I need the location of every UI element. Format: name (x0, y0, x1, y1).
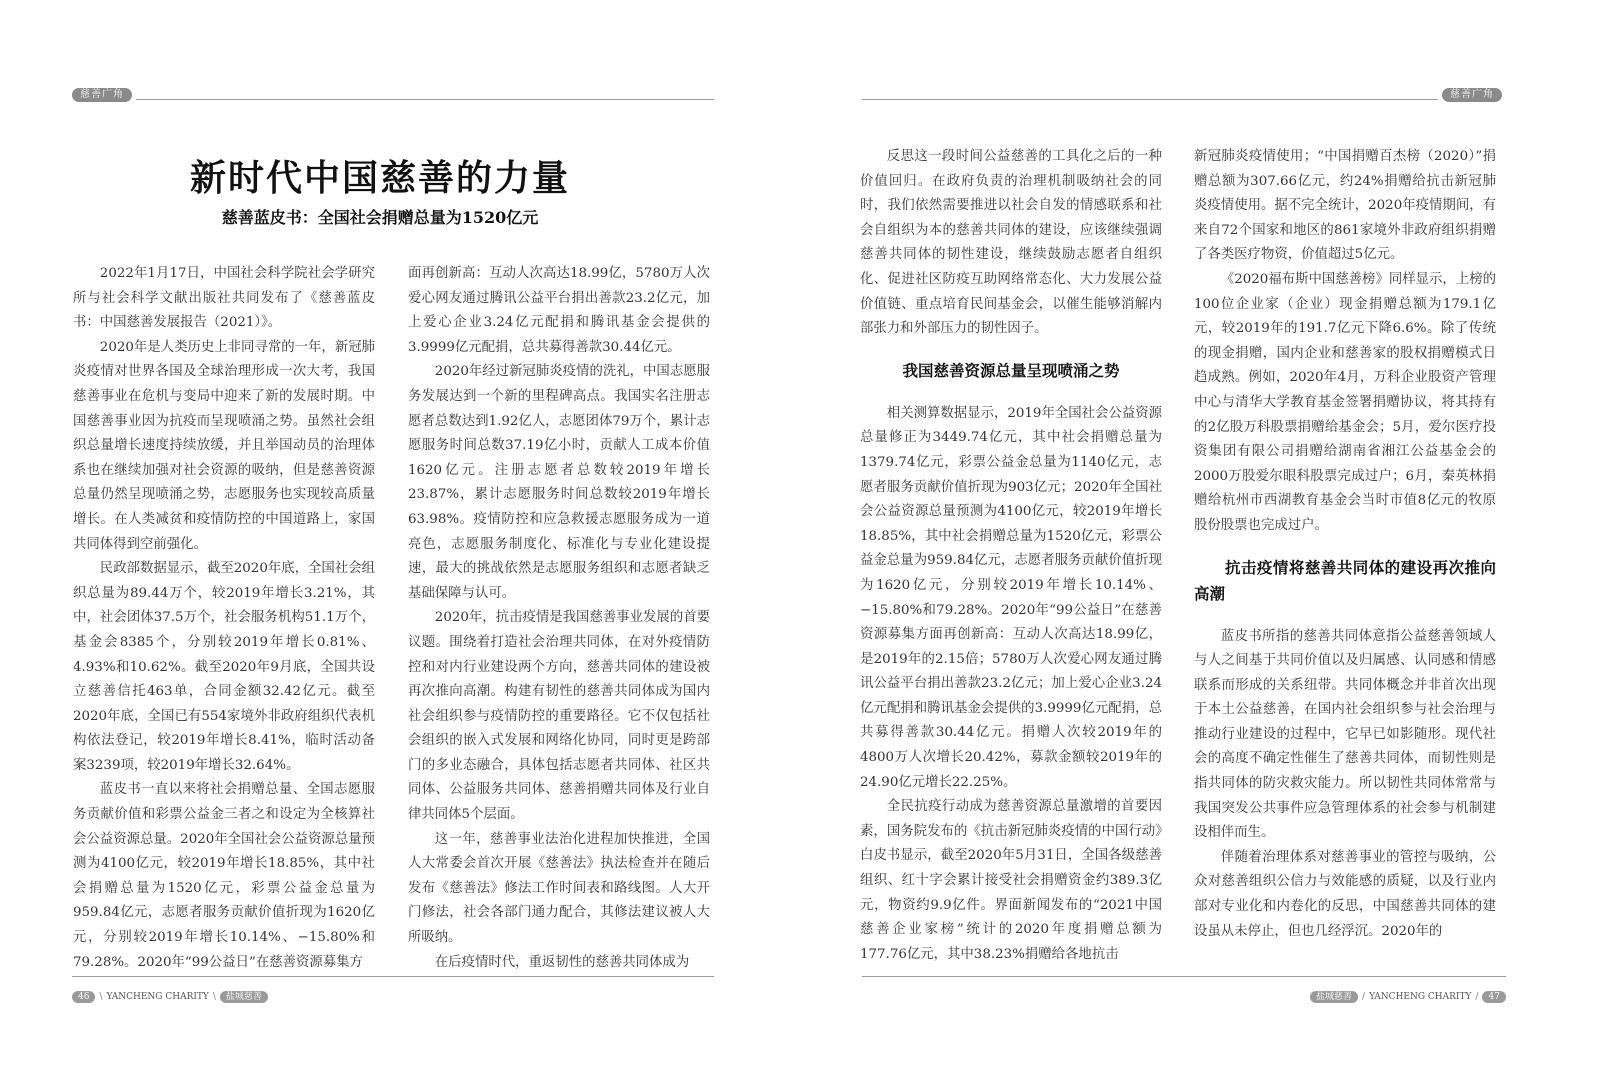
paragraph: 在后疫情时代，重返韧性的慈善共同体成为 (434, 954, 690, 970)
magazine-name-en: YANCHENG CHARITY (106, 992, 209, 1002)
section-heading: 我国慈善资源总量呈现喷涌之势 (902, 361, 1120, 380)
section-tag: 慈善广角 (72, 88, 132, 102)
header-rule (136, 99, 714, 100)
right-column-2 (1194, 145, 1496, 944)
divider: / (1475, 992, 1479, 1002)
footer-right (1310, 991, 1506, 1003)
magazine-name-cn: 盐城慈善 (1310, 991, 1358, 1003)
paragraph: 相关测算数据显示，2019年全国社会公益资源总量修正为3449.74亿元，其中社会捐赠总量为1379.74亿元，彩票公益金总量为1140亿元，志愿者服务贡献价值折现为903亿元；2020年全国社会公益资源总量预测为4100亿元，较2019年增长18.85%，其中社会捐赠总量为1520亿元，彩票公益金总量为959.84亿元，志愿者服务贡献价值折现为1620亿元，分别较2019年增长10.14%、−15.80%和79.28%。2020年“99公益日”在慈善资源募集方面再创新高：互动人次高达18.99亿，是2019年的2.15倍；5780万人次爱心网友通过腾讯公益平台捐出善款23.2亿元；加上爱心企业3.24亿元配捐和腾讯基金会提供的3.9999亿元配捐，总共募得善款30.44亿元。捐赠人次较2019年的4800万人次增长20.42%，募款金额较2019年的24.90亿元增长22.25%。 (860, 405, 1162, 790)
page-number: 46 (72, 991, 95, 1003)
paragraph: 伴随着治理体系对慈善事业的管控与吸纳，公众对慈善组织公信力与效能感的质疑，以及行业内部对专业化和内卷化的反思，中国慈善共同体的建设虽从未停止，但也几经浮沉。2020年的 (1194, 849, 1496, 939)
right-column-1 (860, 145, 1162, 967)
paragraph: 2020年是人类历史上非同寻常的一年，新冠肺炎疫情对世界各国及全球治理形成一次大考，我国慈善事业在危机与变局中迎来了新的发展时期。中国慈善事业因为抗疫而呈现喷涌之势。虽然社会组织总量增长速度持续放缓，并且举国动员的治理体系也在继续加强对社会资源的吸纳，但是慈善资源总量仍然呈现喷涌之势，志愿服务也实现较高质量增长。在人类减贫和疫情防控的中国道路上，家国共同体得到空前强化。 (73, 339, 375, 552)
paragraph: 2020年，抗击疫情是我国慈善事业发展的首要议题。围绕着打造社会治理共同体，在对外疫情防控和对内行业建设两个方向，慈善共同体的建设被再次推向高潮。构建有韧性的慈善共同体成为国内社会组织参与疫情防控的重要路径。它不仅包括社会组织的嵌入式发展和网络化协同，同时更是跨部门的多业态融合，具体包括志愿者共同体、社区共同体、公益服务共同体、慈善捐赠共同体及行业自律共同体5个层面。 (408, 610, 710, 823)
paragraph: 全民抗疫行动成为慈善资源总量激增的首要因素，国务院发布的《抗击新冠肺炎疫情的中国行动》白皮书显示，截至2020年5月31日，全国各级慈善组织、红十字会累计接受社会捐赠资金约389.3亿元，物资约9.9亿件。界面新闻发布的“2021中国慈善企业家榜”统计的2020年度捐赠总额为177.76亿元，其中38.23%捐赠给各地抗击 (860, 799, 1162, 962)
article-title: 新时代中国慈善的力量 (189, 157, 570, 199)
left-page (0, 0, 780, 1090)
footer-left (72, 991, 268, 1003)
magazine-name-cn: 盐城慈善 (220, 991, 268, 1003)
paragraph: 2020年经过新冠肺炎疫情的洗礼，中国志愿服务发展达到一个新的里程碑高点。我国实名注册志愿者总数达到1.92亿人，志愿团体79万个，累计志愿服务时间总数37.19亿小时，贡献人工成本价值1620亿元。注册志愿者总数较2019年增长23.87%，累计志愿服务时间总数较2019年增长63.98%。疫情防控和应急救援志愿服务成为一道亮色，志愿服务制度化、标准化与专业化建设提速，最大的挑战依然是志愿服务组织和志愿者缺乏基础保障与认可。 (408, 364, 710, 601)
paragraph: 民政部数据显示，截至2020年底，全国社会组织总量为89.44万个，较2019年增长3.21%，其中，社会团体37.5万个，社会服务机构51.1万个，基金会8385个，分别较2019年增长0.81%、4.93%和10.62%。截至2020年9月底，全国共设立慈善信托463单，合同金额32.42亿元。截至2020年底，全国已有554家境外非政府组织代表机构依法登记，较2019年增长8.41%，临时活动备案3239项，较2019年增长32.64%。 (73, 561, 375, 773)
paragraph: 蓝皮书所指的慈善共同体意指公益慈善领域人与人之间基于共同价值以及归属感、认同感和情感联系而形成的关系纽带。共同体概念并非首次出现于本土公益慈善，在国内社会组织参与社会治理与推动行业建设的过程中，它早已如影随形。现代社会的高度不确定性催生了慈善共同体，而韧性则是指共同体的防灾救灾能力。所以韧性共同体常常与我国突发公共事件应急管理体系的社会参与机制建设相伴而生。 (1194, 628, 1496, 841)
left-column-1 (73, 262, 375, 975)
article-subtitle: 慈善蓝皮书：全国社会捐赠总量为1520亿元 (221, 208, 539, 227)
divider: \ (212, 992, 216, 1002)
header-rule (862, 99, 1438, 100)
footer-rule (72, 976, 714, 977)
paragraph: 这一年，慈善事业法治化进程加快推进，全国人大常委会首次开展《慈善法》执法检查并在随后发布《慈善法》修法工作时间表和路线图。人大开门修法，社会各部门通力配合，其修法建议被人大所吸纳。 (408, 831, 710, 946)
paragraph: 反思这一段时间公益慈善的工具化之后的一种价值回归。在政府负责的治理机制吸纳社会的同时，我们依然需要推进以社会自发的情感联系和社会自组织为本的慈善共同体的建设，应该继续强调慈善共同体的韧性建设，继续鼓励志愿者自组织化、促进社区防疫互助网络常态化、大力发展公益价值链、重点培育民间基金会，以催生能够消解内部张力和外部压力的韧性因子。 (860, 149, 1162, 337)
divider: / (1362, 992, 1366, 1002)
divider: \ (99, 992, 103, 1002)
section-tag: 慈善广角 (1442, 88, 1502, 102)
page-number: 47 (1482, 991, 1505, 1003)
section-heading: 抗击疫情将慈善共同体的建设再次推向高潮 (1194, 558, 1496, 603)
right-page (820, 0, 1600, 1090)
paragraph: 面再创新高：互动人次高达18.99亿，5780万人次爱心网友通过腾讯公益平台捐出善款23.2亿元，加上爱心企业3.24亿元配捐和腾讯基金会提供的3.9999亿元配捐，总共募得善款30.44亿元。 (408, 266, 710, 355)
paragraph: 蓝皮书一直以来将社会捐赠总量、全国志愿服务贡献价值和彩票公益金三者之和设定为全核算社会公益资源总量。2020年全国社会公益资源总量预测为4100亿元，较2019年增长18.85%，其中社会捐赠总量为1520亿元，彩票公益金总量为959.84亿元，志愿者服务贡献价值折现为1620亿元，分别较2019年增长10.14%、−15.80%和79.28%。2020年“99公益日”在慈善资源募集方 (73, 782, 375, 970)
magazine-name-en: YANCHENG CHARITY (1369, 992, 1472, 1002)
footer-rule (862, 976, 1506, 977)
left-column-2 (408, 262, 710, 975)
paragraph: 2022年1月17日，中国社会科学院社会学研究所与社会科学文献出版社共同发布了《慈善蓝皮书：中国慈善发展报告（2021）》。 (73, 266, 375, 331)
paragraph: 《2020福布斯中国慈善榜》同样显示，上榜的100位企业家（企业）现金捐赠总额为179.1亿元，较2019年的191.7亿元下降6.6%。除了传统的现金捐赠，国内企业和慈善家的股权捐赠模式日趋成熟。例如，2020年4月，万科企业股资产管理中心与清华大学教育基金签署捐赠协议，将其持有的2亿股万科股票捐赠给基金会；5月，爱尔医疗投资集团有限公司捐赠给湖南省湘江公益基金会的2000万股爱尔眼科股票完成过户；6月，秦英林捐赠给杭州市西湖教育基金会当时市值8亿元的牧原股份股票也完成过户。 (1194, 271, 1496, 533)
paragraph: 新冠肺炎疫情使用；“中国捐赠百杰榜（2020）”捐赠总额为307.66亿元，约24%捐赠给抗击新冠肺炎疫情使用。据不完全统计，2020年疫情期间，有来自72个国家和地区的861家境外非政府组织捐赠了各类医疗物资，价值超过5亿元。 (1194, 149, 1496, 263)
